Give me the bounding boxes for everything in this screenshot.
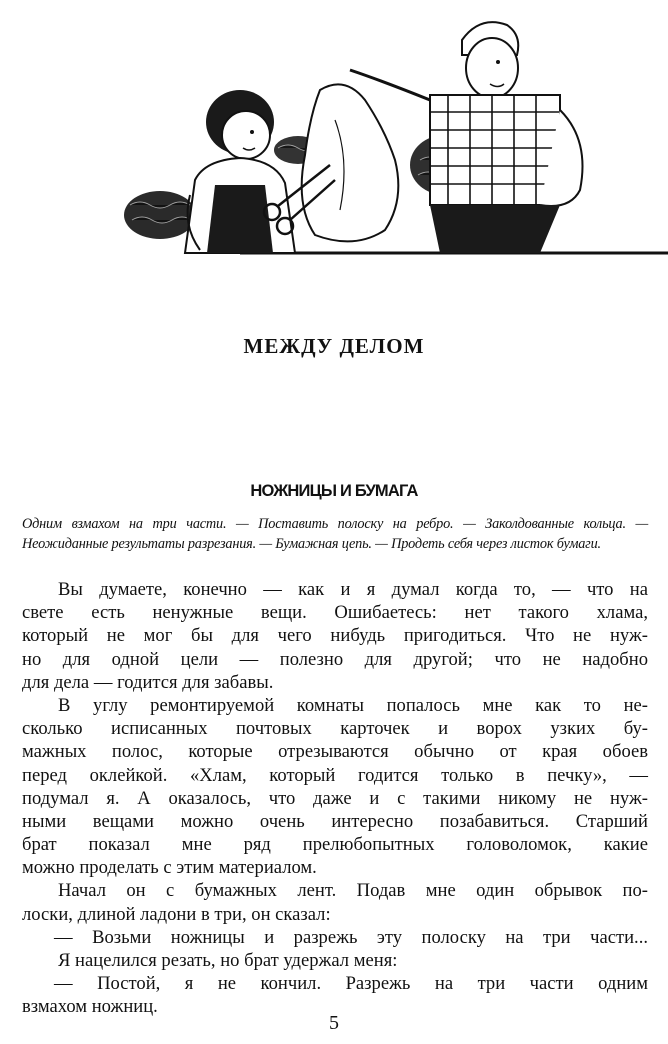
body-line: Вы думаете, конечно — как и я думал когда то, — что на xyxy=(58,579,648,600)
body-line: перед оклейкой. «Хлам, который годится только в печку», — xyxy=(22,764,648,786)
body-line: В углу ремонтируемой комнаты попалось мне как то не- xyxy=(58,694,648,716)
section-title: НОЖНИЦЫ И БУМАГА xyxy=(250,482,418,500)
section-summary: Одним взмахом на три части. — Поставить полоску на ребро. — Заколдованные кольца. — Неожиданные результаты разрезания. — Бумажная цепь. — Продеть себя через листок бумаги. xyxy=(22,516,648,552)
body-line: ными вещами можно очень интересно позабавиться. Старший xyxy=(22,810,648,832)
body-line: — Возьми ножницы и разрежь эту полоску на три части... xyxy=(54,926,648,948)
body-line: для дела — годится для забавы. xyxy=(22,671,274,693)
chapter-title: МЕЖДУ ДЕЛОМ xyxy=(243,334,425,358)
body-line: но для одной цели — полезно для другой; что не надобно xyxy=(22,648,648,670)
body-line: Начал он с бумажных лент. Подав мне один обрывок по- xyxy=(58,880,648,902)
body-line: свете есть ненужные вещи. Ошибаетесь: нет такого хлама, xyxy=(22,602,648,624)
body-line: брат показал мне ряд прелюбопытных головоломок, какие xyxy=(22,834,648,856)
body-line: — Постой, я не кончил. Разрежь на три части одним xyxy=(54,973,648,995)
body-line: подумал я. А оказалось, что даже и с такими никому не нуж- xyxy=(22,787,648,809)
body-line: взмахом ножниц. xyxy=(22,996,158,1018)
body-line: мажных полос, которые отрезываются обычно от края обоев xyxy=(22,741,648,763)
body-text xyxy=(22,578,648,1019)
page-number: 5 xyxy=(329,1012,339,1034)
body-line: сколько исписанных почтовых карточек и ворох узких бу- xyxy=(22,718,648,740)
illustration-boy-girl-scissors xyxy=(0,0,668,270)
body-line: лоски, длиной ладони в три, он сказал: xyxy=(22,903,331,925)
body-line: можно проделать с этим материалом. xyxy=(22,857,317,879)
body-line: Я нацелился резать, но брат удержал меня: xyxy=(58,950,398,971)
body-line: который не мог бы для чего нибудь пригодиться. Что не нуж- xyxy=(22,625,648,647)
